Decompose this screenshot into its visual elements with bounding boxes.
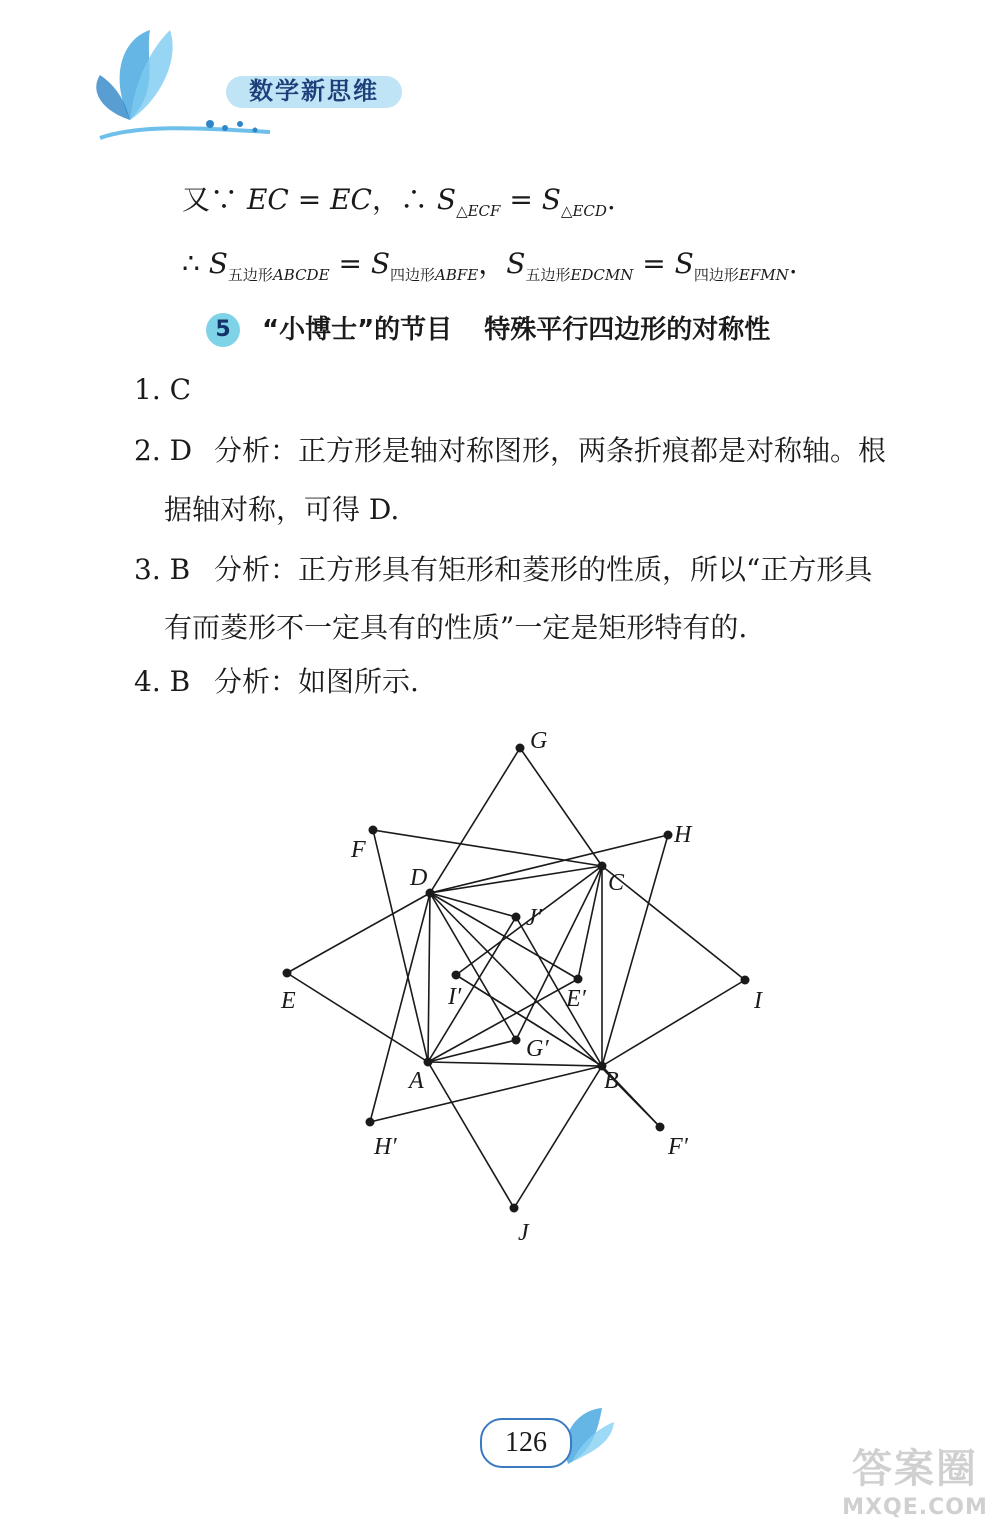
answer-2 (134, 431, 886, 471)
label-G: G (530, 728, 548, 754)
label-E: E (281, 988, 296, 1014)
answer-text: 分析：如图所示. (214, 665, 419, 698)
proof-line-2: ∴ $S_{五边形ABCDE} = S_{四边形ABFE}$，$S_{五边形EDCMN} = S_{四边形EFMN}$. (182, 247, 798, 284)
answer-label: 4. B (134, 665, 191, 698)
answer-3 (134, 550, 872, 590)
label-F-prime: F′ (668, 1134, 688, 1160)
answer-1 (134, 370, 214, 410)
answer-text: 分析：正方形是轴对称图形，两条折痕都是对称轴。根 (214, 434, 887, 467)
section-heading (206, 308, 770, 352)
label-A: A (409, 1068, 424, 1094)
answer-label: 1. C (134, 373, 192, 406)
label-E-prime: E′ (566, 986, 586, 1012)
label-F: F (351, 837, 366, 863)
section-subtitle: 特殊平行四边形的对称性 (484, 315, 771, 345)
answer-label: 2. D (134, 434, 193, 467)
answer-text: 分析：正方形具有矩形和菱形的性质，所以“正方形具 (214, 553, 873, 586)
section-title: “小博士”的节目 (262, 315, 453, 345)
label-C: C (608, 870, 625, 896)
label-G-prime: G′ (526, 1036, 549, 1062)
answer-label: 3. B (134, 553, 191, 586)
label-I: I (754, 988, 762, 1014)
label-J-prime: J′ (526, 905, 542, 931)
answer-3-continued: 有而菱形不一定具有的性质”一定是矩形特有的. (164, 611, 748, 644)
page-number: 126 (480, 1418, 572, 1468)
geometry-figure (270, 725, 790, 1255)
label-B: B (604, 1068, 619, 1094)
label-I-prime: I′ (448, 984, 462, 1010)
label-H-prime: H′ (374, 1134, 397, 1160)
label-H: H (674, 822, 692, 848)
watermark-logo: 答案圈 MXQE.COM (842, 1446, 988, 1520)
answer-2-continued: 据轴对称，可得 D. (164, 493, 400, 526)
book-title: 数学新思维 (226, 74, 402, 108)
proof-line-1: 又∵ EC = EC，∴ $S_{\triangle ECF} = S_{\triangle ECD}$. (182, 183, 616, 220)
answer-4 (134, 662, 419, 702)
label-J: J (518, 1220, 529, 1246)
page-footer (470, 1408, 620, 1478)
section-number-badge: 5 (206, 313, 240, 347)
label-D: D (410, 865, 428, 891)
